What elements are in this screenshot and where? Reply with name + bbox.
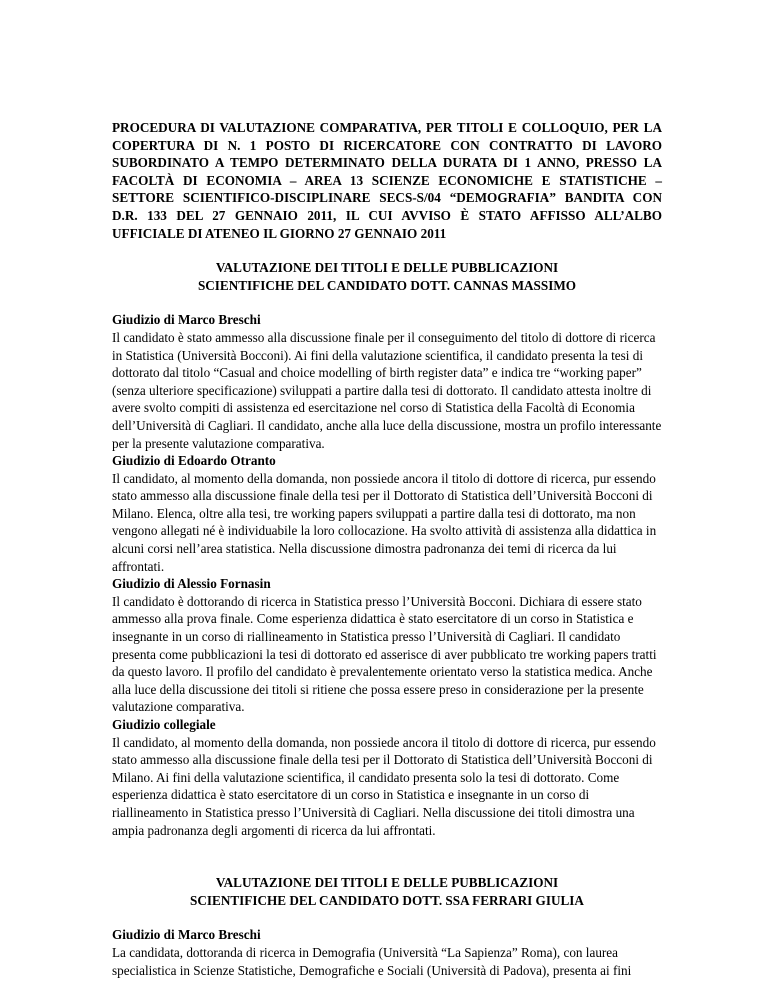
judgment-heading: Giudizio di Alessio Fornasin (112, 576, 271, 592)
judgment-heading: Giudizio di Marco Breschi (112, 927, 261, 943)
section-title-line2: SCIENTIFICHE DEL CANDIDATO DOTT. SSA FERRARI GIULIA (190, 892, 584, 908)
judgment-heading: Giudizio di Marco Breschi (112, 312, 261, 328)
judgment-text: Il candidato, al momento della domanda, non possiede ancora il titolo di dottore di ricerca, pur essendo stato ammesso alla discussione finale della tesi per il Dottorato di Statistica dell’Università Bocconi di Milano. Ai fini della valutazione scientifica, il candidato presenta solo la tesi di dottorato. Come esperienza didattica è stato esercitatore di un corso in Statistica e insegnante in un corso di riallineamento in Statistica presso l’Università di Cagliari. Nella discussione dei titoli dimostra una ampia padronanza degli argomenti di ricerca da lui affrontati. (112, 734, 656, 838)
judgment-text: Il candidato è dottorando di ricerca in Statistica presso l’Università Bocconi. Dichiara di essere stato ammesso alla prova finale. Come esperienza didattica è stato esercitatore di un corso in Statistica e insegnante in un corso di riallineamento in Statistica presso l’Università di Cagliari. Il candidato presenta come pubblicazioni la tesi di dottorato ed asserisce di aver pubblicato tre working papers tratti da questo lavoro. Il profilo del candidato è prevalentemente orientato verso la statistica medica. Anche alla luce della discussione dei titoli si ritiene che possa essere preso in considerazione per la presente valutazione comparativa. (112, 593, 657, 715)
section-ferrari (112, 874, 662, 979)
judgment-heading: Giudizio collegiale (112, 717, 216, 732)
section-title-line1: VALUTAZIONE DEI TITOLI E DELLE PUBBLICAZIONI (215, 875, 559, 891)
section-title-line1: VALUTAZIONE DEI TITOLI E DELLE PUBBLICAZIONI (215, 260, 559, 276)
judgment-heading: Giudizio di Edoardo Otranto (112, 453, 276, 469)
section-body (112, 311, 662, 839)
document-title: PROCEDURA DI VALUTAZIONE COMPARATIVA, PER TITOLI E COLLOQUIO, PER LA COPERTURA DI N. 1 POSTO DI RICERCATORE CON CONTRATTO DI LAVORO SUBORDINATO A TEMPO DETERMINATO DELLA DURATA DI 1 ANNO, PRESSO LA FACOLTÀ DI ECONOMIA – AREA 13 SCIENZE ECONOMICHE E STATISTICHE – SETTORE SCIENTIFICO-DISCIPLINARE SECS-S/04 “DEMOGRAFIA” BANDITA CON D.R. 133 DEL 27 GENNAIO 2011, IL CUI AVVISO È STATO AFFISSO ALL’ALBO UFFICIALE DI ATENEO IL GIORNO 27 GENNAIO 2011 (112, 120, 662, 241)
judgment-text: Il candidato, al momento della domanda, non possiede ancora il titolo di dottore di ricerca, pur essendo stato ammesso alla discussione finale della tesi per il Dottorato di Statistica dell’Università Bocconi di Milano. Elenca, oltre alla tesi, tre working papers sviluppati a partire dalla tesi di dottorato, ma non vengono allegati né è individuabile la loro collocazione. Ha svolto attività di assistenza alla didattica in alcuni corsi nell’area statistica. Nella discussione dimostra padronanza dei temi di ricerca da lui affrontati. (112, 470, 657, 574)
section-cannas (112, 259, 662, 839)
judgment-text: La candidata, dottoranda di ricerca in Demografia (Università “La Sapienza” Roma), con laurea specialistica in Scienze Statistiche, Demografiche e Sociali (Università di Padova), presenta ai fini (112, 944, 632, 978)
section-body (112, 926, 662, 979)
judgment-text: Il candidato è stato ammesso alla discussione finale per il conseguimento del titolo di dottore di ricerca in Statistica (Università Bocconi). Ai fini della valutazione scientifica, il candidato presenta la tesi di dottorato dal titolo “Casual and choice modelling of birth register data” e indica tre “working paper” (senza ulteriore specificazione) sviluppati a partire dalla tesi di dottorato. Il candidato attesta inoltre di avere svolto compiti di assistenza ed esercitazione nel corso di Statistica della Facoltà di Economia dell’Università di Cagliari. Il candidato, anche alla luce della discussione, mostra un profilo interessante per la presente valutazione comparativa. (112, 329, 662, 451)
document-content (112, 119, 662, 979)
section-title-line2: SCIENTIFICHE DEL CANDIDATO DOTT. CANNAS MASSIMO (197, 277, 577, 293)
